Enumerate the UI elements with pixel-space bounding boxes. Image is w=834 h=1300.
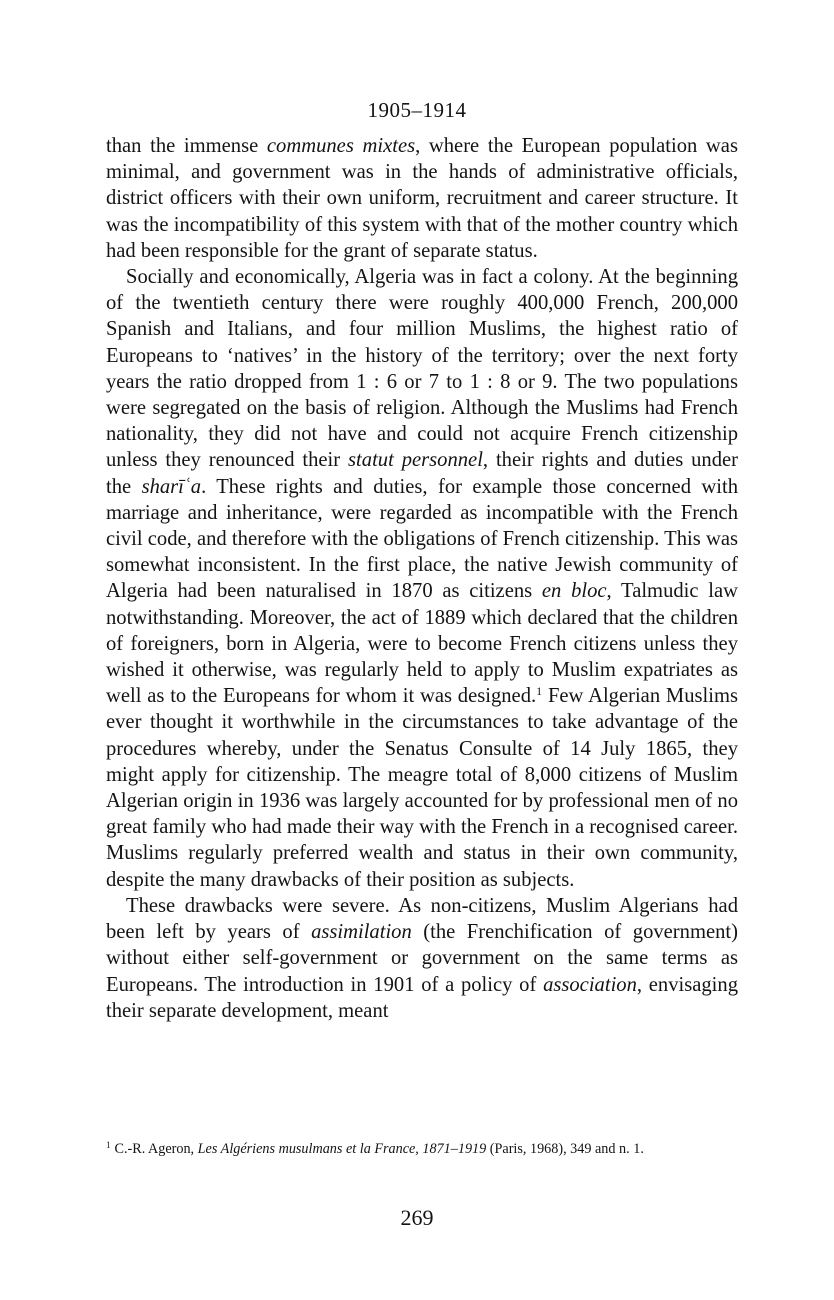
italic-term: association — [543, 973, 637, 996]
paragraph — [106, 893, 738, 1024]
footnote-text: (Paris, 1968), 349 and n. 1. — [486, 1141, 644, 1157]
italic-term: sharīʿa — [141, 475, 202, 498]
text-run: , their rights and duties under the — [106, 449, 739, 498]
footnote-marker: 1 — [106, 1140, 111, 1150]
text-run: Socially and economically, Algeria was in fact a colony. At the beginning of the twentieth century there were roughly 400,000 French, 200,000 Spanish and Italians, and four million Muslims, the highest ratio of Europeans to ‘natives’ in the history of the territory; over the next forty years the ratio dropped from 1 : 6 or 7 to 1 : 8 or 9. The two populations were segregated on the basis of religion. Although the Muslims had French nationality, they did not have and could not acquire French citizenship unless they renounced their — [106, 266, 738, 472]
italic-term: assimilation — [311, 921, 412, 944]
text-run: , where the European population was minimal, and government was in the hands of administrative officials, district officers with their own uniform, recruitment and career structure. It was the incompatibility of this system with that of the mother country which had been responsible for the grant of separate status. — [106, 135, 738, 262]
footnote-text: C.-R. Ageron, — [114, 1141, 198, 1157]
text-run: than the immense — [106, 135, 267, 157]
footnote-reference: 1 — [536, 684, 543, 699]
text-run: These drawbacks were severe. As non-citizens, Muslim Algerians had been left by years of — [106, 894, 738, 944]
running-head: 1905–1914 — [367, 98, 467, 122]
text-run: Few Algerian Muslims ever thought it worthwhile in the circumstances to take advantage of the procedures whereby, under the Senatus Consulte of 14 July 1865, they might apply for citizenship. The meagre total of 8,000 citizens of Muslim Algerian origin in 1936 was largely accounted for by professional men of no great family who had made their way with the French in a recognised career. Muslims regularly preferred wealth and status in their own community, despite the many drawbacks of their position as subjects. — [106, 685, 739, 891]
paragraph — [106, 264, 738, 893]
italic-term: statut personnel — [348, 449, 483, 472]
italic-term: en bloc — [541, 580, 607, 603]
text-run: , Talmudic law notwithstanding. Moreover, the act of 1889 which declared that the children of foreigners, born in Algeria, were to become French citizens unless they wished it otherwise, was regularly held to apply to Muslim expatriates as well as to the Europeans for whom it was designed. — [106, 580, 738, 708]
footnote — [106, 1141, 738, 1158]
text-run: (the Frenchification of government) without either self-government or government on the same terms as Europeans. The introduction in 1901 of a policy of — [106, 921, 738, 996]
italic-term: communes mixtes — [266, 135, 416, 157]
paragraph — [106, 133, 738, 264]
main-text — [106, 133, 738, 1024]
footnote-title: Les Algériens musulmans et la France, 1871–1919 — [197, 1141, 487, 1157]
page-number: 269 — [400, 1205, 434, 1230]
text-run: , envisaging their separate development, meant — [106, 973, 738, 1022]
text-run: . These rights and duties, for example those concerned with marriage and inheritance, were regarded as incompatible with the French civil code, and therefore with the obligations of French citizenship. This was somewhat inconsistent. In the first place, the native Jewish community of Algeria had been naturalised in 1870 as citizens — [106, 475, 738, 603]
